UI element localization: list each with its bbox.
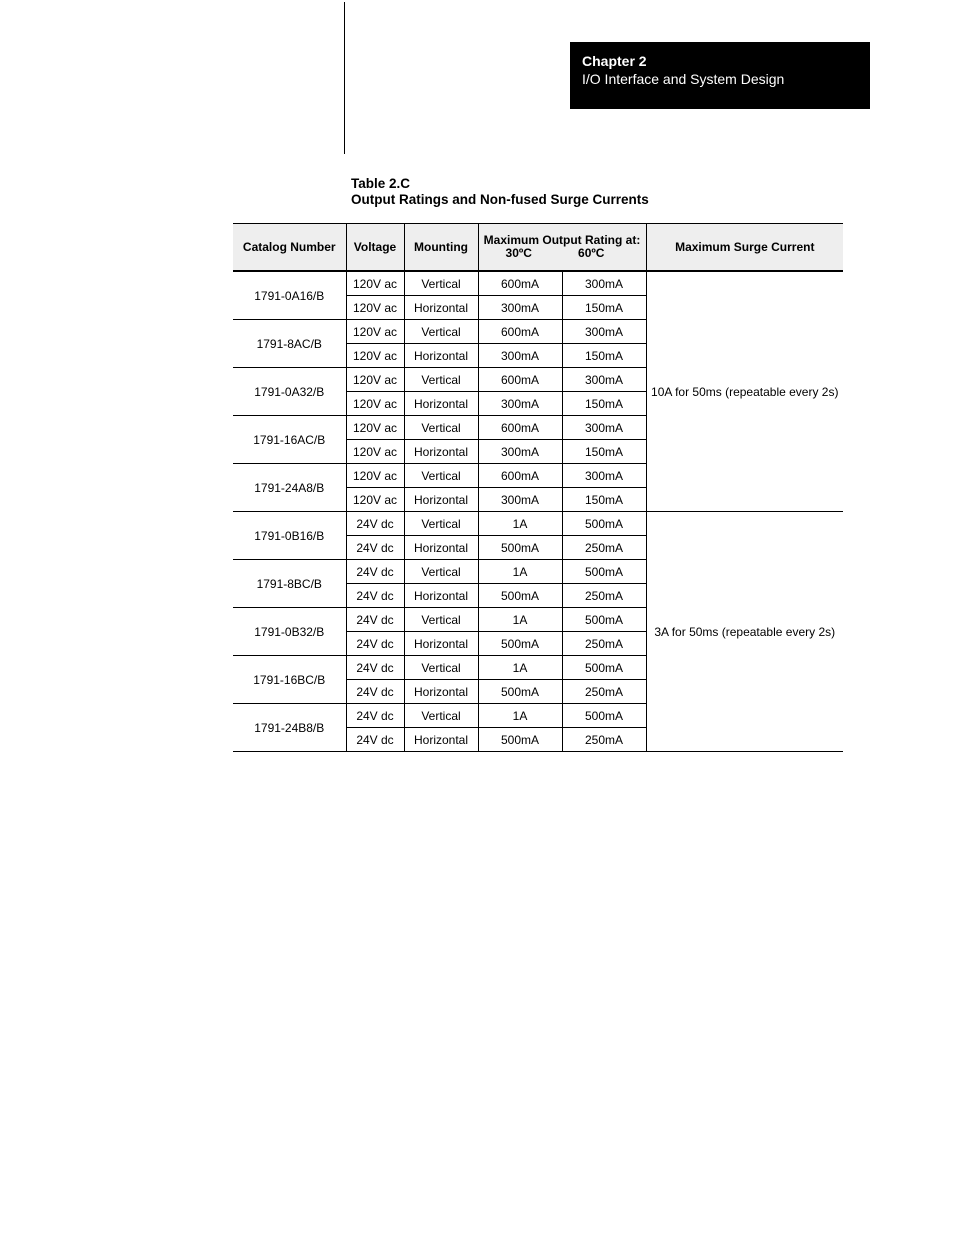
cell-rating-30c: 500mA — [478, 680, 562, 704]
header-rating-label: Maximum Output Rating at: — [483, 233, 641, 247]
cell-catalog-number: 1791-16BC/B — [233, 656, 346, 704]
cell-voltage: 24V dc — [346, 512, 404, 536]
cell-mounting: Horizontal — [404, 440, 478, 464]
cell-mounting: Horizontal — [404, 344, 478, 368]
cell-catalog-number: 1791-8AC/B — [233, 320, 346, 368]
cell-mounting: Horizontal — [404, 584, 478, 608]
cell-mounting: Horizontal — [404, 728, 478, 752]
table-number: Table 2.C — [351, 176, 411, 191]
cell-rating-30c: 1A — [478, 512, 562, 536]
margin-rule — [344, 2, 345, 154]
cell-rating-30c: 1A — [478, 656, 562, 680]
cell-rating-30c: 600mA — [478, 464, 562, 488]
header-temps — [479, 247, 646, 260]
chapter-title: I/O Interface and System Design — [582, 71, 785, 87]
cell-voltage: 120V ac — [346, 464, 404, 488]
table-header-row — [233, 224, 843, 272]
cell-rating-30c: 300mA — [478, 296, 562, 320]
cell-rating-30c: 1A — [478, 560, 562, 584]
cell-rating-60c: 150mA — [562, 344, 646, 368]
cell-rating-60c: 250mA — [562, 584, 646, 608]
cell-rating-60c: 250mA — [562, 632, 646, 656]
cell-voltage: 24V dc — [346, 632, 404, 656]
cell-catalog-number: 1791-8BC/B — [233, 560, 346, 608]
cell-mounting: Horizontal — [404, 536, 478, 560]
chapter-header — [570, 42, 870, 109]
cell-mounting: Horizontal — [404, 632, 478, 656]
cell-rating-60c: 300mA — [562, 416, 646, 440]
table-body — [233, 271, 843, 752]
cell-mounting: Vertical — [404, 320, 478, 344]
cell-voltage: 120V ac — [346, 271, 404, 296]
cell-rating-60c: 150mA — [562, 296, 646, 320]
cell-catalog-number: 1791-0A32/B — [233, 368, 346, 416]
cell-rating-60c: 500mA — [562, 656, 646, 680]
cell-mounting: Vertical — [404, 704, 478, 728]
header-temp-60: 60ºC — [578, 246, 605, 260]
cell-mounting: Vertical — [404, 608, 478, 632]
cell-voltage: 24V dc — [346, 728, 404, 752]
cell-mounting: Vertical — [404, 271, 478, 296]
header-voltage: Voltage — [346, 224, 404, 272]
cell-rating-30c: 1A — [478, 608, 562, 632]
cell-rating-30c: 600mA — [478, 271, 562, 296]
cell-rating-60c: 150mA — [562, 488, 646, 512]
chapter-number: Chapter 2 — [582, 53, 647, 69]
header-catalog-number: Catalog Number — [233, 224, 346, 272]
cell-rating-60c: 500mA — [562, 560, 646, 584]
cell-rating-60c: 300mA — [562, 464, 646, 488]
cell-voltage: 120V ac — [346, 368, 404, 392]
cell-voltage: 24V dc — [346, 536, 404, 560]
output-ratings-table — [233, 223, 843, 752]
cell-rating-60c: 500mA — [562, 704, 646, 728]
cell-rating-30c: 500mA — [478, 632, 562, 656]
cell-catalog-number: 1791-0A16/B — [233, 271, 346, 320]
cell-voltage: 120V ac — [346, 296, 404, 320]
header-max-surge-current: Maximum Surge Current — [646, 224, 843, 272]
cell-voltage: 120V ac — [346, 440, 404, 464]
cell-rating-30c: 300mA — [478, 488, 562, 512]
cell-mounting: Horizontal — [404, 680, 478, 704]
cell-voltage: 24V dc — [346, 704, 404, 728]
cell-mounting: Vertical — [404, 368, 478, 392]
cell-rating-30c: 300mA — [478, 440, 562, 464]
cell-voltage: 120V ac — [346, 320, 404, 344]
table-row — [233, 512, 843, 536]
cell-rating-30c: 300mA — [478, 392, 562, 416]
cell-rating-30c: 600mA — [478, 416, 562, 440]
cell-rating-60c: 500mA — [562, 608, 646, 632]
cell-rating-30c: 1A — [478, 704, 562, 728]
cell-mounting: Horizontal — [404, 392, 478, 416]
cell-mounting: Vertical — [404, 416, 478, 440]
cell-rating-60c: 150mA — [562, 440, 646, 464]
table-caption — [351, 176, 649, 208]
cell-mounting: Vertical — [404, 512, 478, 536]
cell-catalog-number: 1791-0B32/B — [233, 608, 346, 656]
cell-rating-60c: 300mA — [562, 271, 646, 296]
cell-rating-30c: 600mA — [478, 320, 562, 344]
cell-voltage: 120V ac — [346, 488, 404, 512]
cell-rating-30c: 300mA — [478, 344, 562, 368]
cell-rating-60c: 250mA — [562, 728, 646, 752]
cell-voltage: 120V ac — [346, 416, 404, 440]
header-max-output-rating — [478, 224, 646, 272]
cell-surge-current-dc: 3A for 50ms (repeatable every 2s) — [646, 512, 843, 752]
cell-rating-60c: 500mA — [562, 512, 646, 536]
cell-rating-30c: 500mA — [478, 728, 562, 752]
header-mounting: Mounting — [404, 224, 478, 272]
cell-mounting: Vertical — [404, 560, 478, 584]
cell-surge-current-ac: 10A for 50ms (repeatable every 2s) — [646, 271, 843, 512]
cell-rating-60c: 150mA — [562, 392, 646, 416]
cell-voltage: 24V dc — [346, 584, 404, 608]
cell-catalog-number: 1791-0B16/B — [233, 512, 346, 560]
cell-voltage: 24V dc — [346, 608, 404, 632]
cell-mounting: Vertical — [404, 656, 478, 680]
cell-mounting: Horizontal — [404, 296, 478, 320]
cell-rating-60c: 300mA — [562, 320, 646, 344]
cell-catalog-number: 1791-16AC/B — [233, 416, 346, 464]
cell-mounting: Horizontal — [404, 488, 478, 512]
cell-voltage: 120V ac — [346, 392, 404, 416]
cell-voltage: 24V dc — [346, 656, 404, 680]
cell-rating-60c: 300mA — [562, 368, 646, 392]
cell-rating-60c: 250mA — [562, 680, 646, 704]
cell-voltage: 24V dc — [346, 560, 404, 584]
cell-mounting: Vertical — [404, 464, 478, 488]
cell-voltage: 24V dc — [346, 680, 404, 704]
cell-catalog-number: 1791-24B8/B — [233, 704, 346, 752]
cell-rating-60c: 250mA — [562, 536, 646, 560]
cell-catalog-number: 1791-24A8/B — [233, 464, 346, 512]
cell-rating-30c: 500mA — [478, 536, 562, 560]
cell-rating-30c: 600mA — [478, 368, 562, 392]
header-temp-30: 30ºC — [505, 246, 532, 260]
table-row — [233, 271, 843, 296]
table-title: Output Ratings and Non-fused Surge Currents — [351, 192, 649, 207]
cell-voltage: 120V ac — [346, 344, 404, 368]
cell-rating-30c: 500mA — [478, 584, 562, 608]
